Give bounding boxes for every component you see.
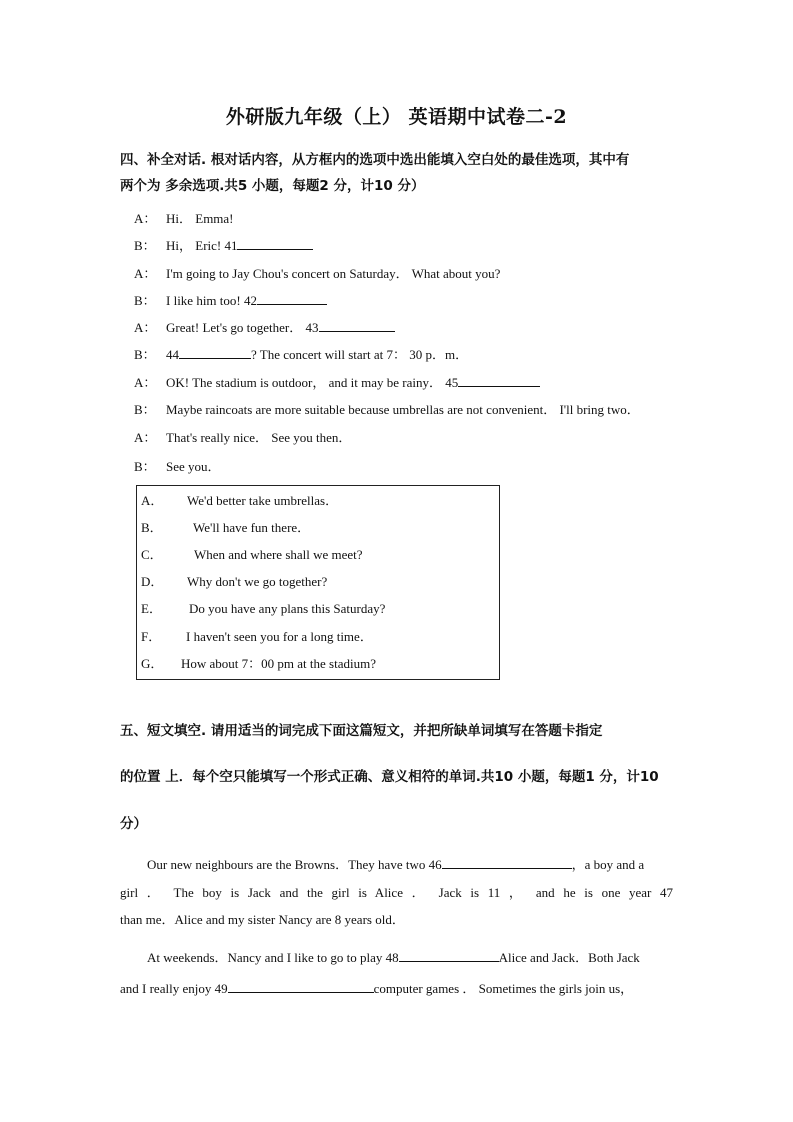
option-text: We'd better take umbrellas． xyxy=(187,493,339,508)
option-a xyxy=(141,490,338,509)
option-g xyxy=(141,653,376,672)
option-b xyxy=(141,517,310,536)
speaker-label: A： xyxy=(134,320,157,335)
dialogue-line xyxy=(134,399,640,418)
answer-blank-45[interactable] xyxy=(458,374,540,387)
blank-number: 42 xyxy=(244,293,257,308)
dialogue-line xyxy=(134,208,234,227)
blank-number: 41 xyxy=(224,238,238,253)
option-letter: F． xyxy=(141,629,162,644)
dialogue-text: ? The concert will start at 7： 30 p．m． xyxy=(251,347,469,362)
answer-blank-43[interactable] xyxy=(319,319,395,332)
passage-text: At weekends．Nancy and I like to go to play xyxy=(147,950,386,965)
blank-number: 46 xyxy=(428,857,442,872)
blank-number: 48 xyxy=(385,950,399,965)
dialogue-line xyxy=(134,456,221,475)
dialogue-line xyxy=(134,263,500,282)
section5-heading-line1: 五、短文填空. 请用适当的词完成下面这篇短文，并把所缺单词填写在答题卡指定 xyxy=(120,723,603,739)
speaker-label: B： xyxy=(134,293,156,308)
dialogue-line xyxy=(134,235,313,254)
dialogue-text: Hi， Eric! xyxy=(166,238,225,253)
passage-text: Our new neighbours are the Browns．They have two xyxy=(147,857,429,872)
passage-text: Alice and Jack．Both Jack xyxy=(498,950,640,965)
passage-line xyxy=(120,978,673,997)
speaker-label: A： xyxy=(134,375,157,390)
option-text: Do you have any plans this Saturday? xyxy=(189,601,386,616)
answer-blank-46[interactable] xyxy=(442,856,572,869)
page-title: 外研版九年级（上） 英语期中试卷二-2 xyxy=(225,106,568,128)
dialogue-line xyxy=(134,317,395,336)
option-d xyxy=(141,571,327,590)
dialogue-text: See you． xyxy=(166,459,221,474)
speaker-label: B： xyxy=(134,238,156,253)
section5-heading-line3: 分） xyxy=(120,816,147,832)
dialogue-line xyxy=(134,372,540,391)
dialogue-text: I like him too! xyxy=(166,293,244,308)
dialogue-text: Hi． Emma! xyxy=(166,211,234,226)
speaker-label: B： xyxy=(134,347,156,362)
passage-line: girl ． The boy is Jack and the girl is Alice ． Jack is 11 ， and he is one year 47 xyxy=(120,885,673,900)
option-text: We'll have fun there． xyxy=(193,520,311,535)
option-c xyxy=(141,544,363,563)
blank-number: 45 xyxy=(445,375,459,390)
options-box xyxy=(136,485,500,680)
dialogue-text: I'm going to Jay Chou's concert on Saturday． What about you? xyxy=(166,266,501,281)
passage-text: ，a boy and a xyxy=(571,857,645,872)
option-e xyxy=(141,598,385,617)
dialogue-line xyxy=(134,344,468,363)
answer-blank-44[interactable] xyxy=(179,346,251,359)
section4-heading-line1: 四、补全对话. 根对话内容，从方框内的选项中选出能填入空白处的最佳选项，其中有 xyxy=(120,152,630,168)
answer-blank-48[interactable] xyxy=(399,949,499,962)
option-f xyxy=(141,626,373,645)
option-letter: B． xyxy=(141,520,163,535)
passage-line xyxy=(147,854,673,873)
dialogue-line xyxy=(134,427,351,446)
speaker-label: A： xyxy=(134,430,157,445)
blank-number: 44 xyxy=(166,347,179,362)
dialogue-text: Great! Let's go together． xyxy=(166,320,306,335)
option-letter: E． xyxy=(141,601,162,616)
option-letter: G． xyxy=(141,656,164,671)
blank-number: 49 xyxy=(214,981,228,996)
dialogue-text: OK! The stadium is outdoor， and it may be rainy． xyxy=(166,375,446,390)
option-text: Why don't we go together? xyxy=(187,574,328,589)
option-text: When and where shall we meet? xyxy=(194,547,363,562)
dialogue-line xyxy=(134,290,327,309)
passage-line xyxy=(147,947,673,966)
option-letter: D． xyxy=(141,574,164,589)
passage-text: computer games ． Sometimes the girls join us， xyxy=(373,981,634,996)
option-letter: A． xyxy=(141,493,164,508)
passage-line: than me．Alice and my sister Nancy are 8 years old． xyxy=(120,912,405,927)
option-text: How about 7：00 pm at the stadium? xyxy=(181,656,376,671)
answer-blank-42[interactable] xyxy=(257,292,327,305)
speaker-label: B： xyxy=(134,459,156,474)
dialogue-text: Maybe raincoats are more suitable because umbrellas are not convenient． I'll bring two． xyxy=(166,402,640,417)
answer-blank-49[interactable] xyxy=(228,980,374,993)
section5-heading-line2: 的位置 上．每个空只能填写一个形式正确、意义相符的单词.共10 小题，每题1 分，计10 xyxy=(120,769,659,785)
option-text: I haven't seen you for a long time． xyxy=(186,629,373,644)
passage-text: and I really enjoy xyxy=(120,981,215,996)
speaker-label: A： xyxy=(134,211,157,226)
option-letter: C． xyxy=(141,547,163,562)
section4-heading-line2: 两个为 多余选项.共5 小题，每题2 分，计10 分） xyxy=(120,178,425,194)
speaker-label: B： xyxy=(134,402,156,417)
speaker-label: A： xyxy=(134,266,157,281)
answer-blank-41[interactable] xyxy=(237,237,313,250)
blank-number: 43 xyxy=(305,320,319,335)
dialogue-text: That's really nice． See you then． xyxy=(166,430,352,445)
